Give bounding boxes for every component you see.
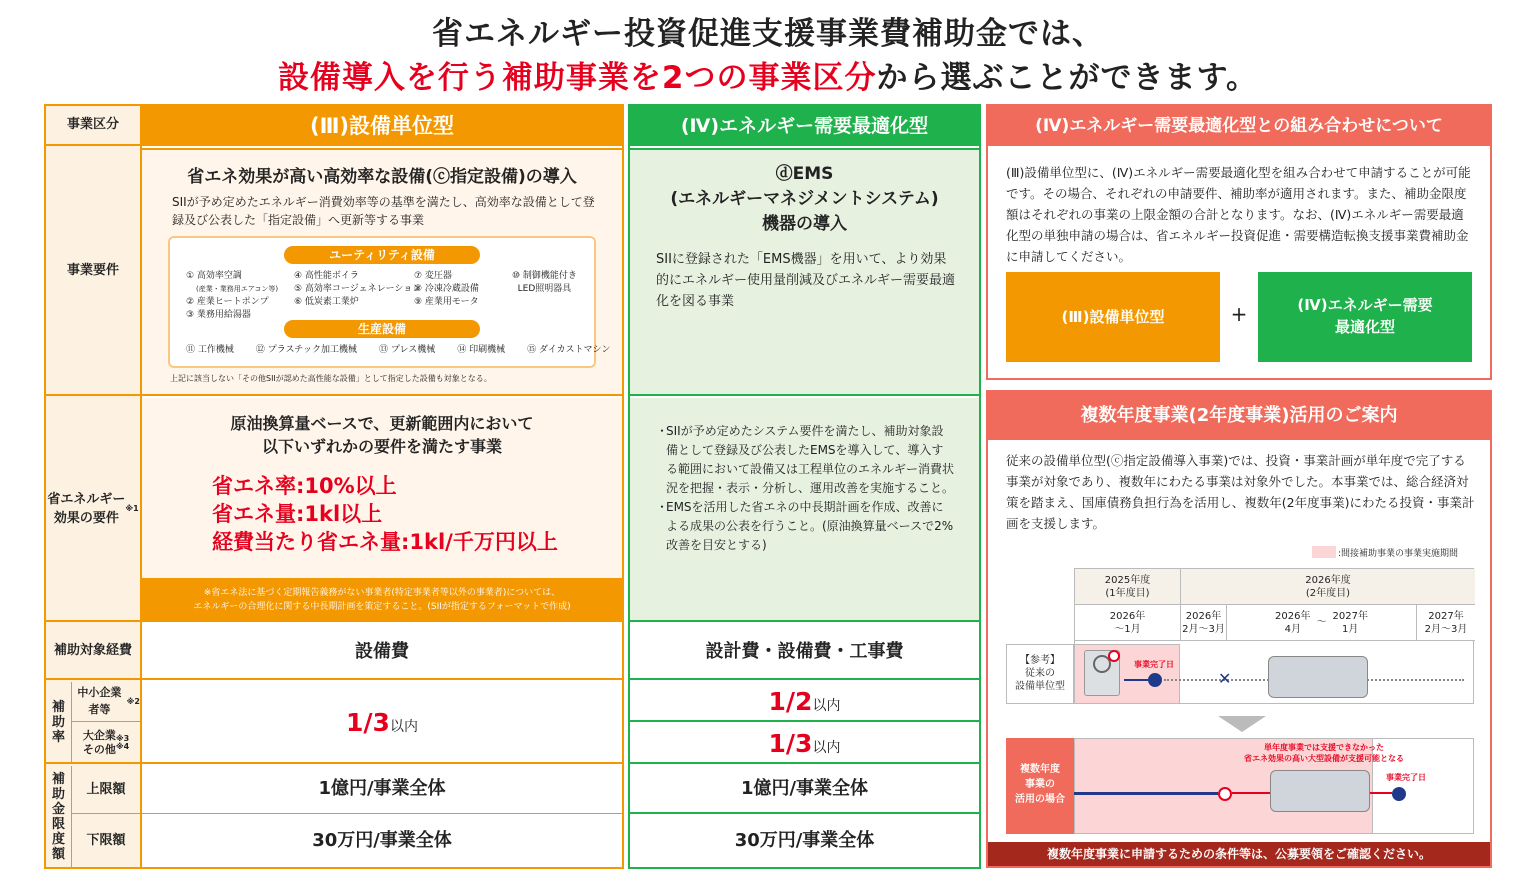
ref-line — [1124, 679, 1148, 681]
col4-req-text: SIIに登録された「EMS機器」を用いて、より効果的にエネルギー使用量削減及びエネルギー需要最適化を図る事業 — [656, 252, 956, 309]
start-marker — [1108, 650, 1120, 662]
done-label: 事業完了日 — [1134, 660, 1174, 669]
col4-effect-item: ・ EMSを活用した省エネの中長期計画を作成、改善による成果の公表を行うこと。(原油換算量ベースで2%改善を目安とする) — [656, 500, 954, 552]
header-line1: 省エネルギー投資促進支援事業費補助金では、 — [432, 16, 1104, 52]
effect-item: 経費当たり省エネ量:1kl/千万円以上 — [212, 530, 558, 554]
col4-effect — [630, 398, 979, 622]
combo-text: (Ⅲ)設備単位型に、(Ⅳ)エネルギー需要最適化型を組み合わせて申請することが可能です。その場合、それぞれの申請要件、補助率が適用されます。また、補助金限度額はそれぞれの事業の上限金額の合計となります。なお、(Ⅳ)エネルギー需要最適化型の単独申請の場合は、省エネルギー投資促進・需要構造転換支援事業費補助金に申請してください。 — [1006, 165, 1471, 264]
utility-item: (産業・業務用エアコン等) — [196, 285, 279, 293]
combo-panel — [986, 104, 1492, 380]
utility-col2 — [294, 270, 421, 309]
plus-icon: + — [1230, 302, 1248, 326]
col4-effect-item: ・ SIIが予め定めたシステム要件を満たし、補助対象設備として登録及び公表したEMSを導入して、導入する範囲において設備又は工程単位のエネルギー消費状況を把握・表示・分析し、運用改善を実施すること。 — [656, 424, 955, 495]
multi-done-label: 事業完了日 — [1386, 773, 1426, 782]
production-item: ⑮ ダイカストマシン — [527, 345, 611, 355]
col4-rate-large-value: 1/3 — [768, 729, 813, 758]
period: 2026年 4月 — [1275, 610, 1311, 635]
production-item: ⑫ プラスチック加工機械 — [255, 345, 358, 355]
col4-title: (Ⅳ)エネルギー需要最適化型 — [630, 106, 979, 146]
label-expenses: 補助対象経費 — [46, 624, 140, 680]
label-requirements: 事業要件 — [46, 148, 140, 396]
col4-lower: 30万円/事業全体 — [734, 830, 875, 851]
col3-rate-suffix: 以内 — [389, 719, 418, 735]
fy1-header: 2025年度 (1年度目) — [1075, 569, 1181, 605]
combo-box-col3: (Ⅲ)設備単位型 — [1006, 272, 1220, 362]
col4-rate-suffix: 以内 — [812, 698, 841, 714]
utility-col1 — [186, 270, 278, 322]
col4-rate-large — [630, 724, 979, 764]
col3-req-text: SIIが予め定めたエネルギー消費効率等の基準を満たし、高効率な設備として登録及び公表した「指定設備」へ更新等する事業 — [172, 195, 595, 227]
effect-item: 省エネ量:1kl以上 — [212, 502, 383, 526]
period: 2027年 1月 — [1332, 610, 1368, 635]
col3-expenses: 設備費 — [142, 624, 622, 680]
col3-req-note: 上記に該当しない「その他SIIが認めた高性能な設備」として指定した設備も対象となる。 — [170, 374, 492, 383]
utility-col4 — [512, 270, 577, 296]
effect-item: 省エネ率:10%以上 — [212, 474, 397, 498]
utility-item: ④ 高性能ボイラ — [294, 271, 359, 281]
label-large — [72, 723, 140, 764]
label-large-note: ※3 ※4 — [115, 733, 130, 751]
col4-rate-suffix: 以内 — [812, 740, 841, 756]
col4-upper: 1億円/事業全体 — [630, 766, 979, 814]
utility-item: ② 産業ヒートポンプ — [186, 297, 269, 307]
row-ref-label: 【参考】 従来の 設備単位型 — [1006, 644, 1074, 704]
label-sme-note: ※2 — [126, 696, 140, 706]
col3-title: (Ⅲ)設備単位型 — [142, 106, 622, 146]
period: 2026年 2月～3月 — [1181, 605, 1227, 641]
large-equipment-icon — [1268, 656, 1368, 698]
label-effect-text: 省エネルギー 効果の要件 — [47, 491, 126, 526]
col4-requirements — [630, 148, 979, 396]
label-effect — [46, 398, 140, 622]
done-marker — [1148, 673, 1162, 687]
utility-col3 — [414, 270, 479, 309]
col4-req-heading: ⓓEMS (エネルギーマネジメントシステム) 機器の導入 — [670, 164, 939, 234]
combo-box-col4: (Ⅳ)エネルギー需要 最適化型 — [1258, 272, 1472, 362]
col3-lower: 30万円/事業全体 — [312, 830, 452, 851]
production-item: ⑭ 印刷機械 — [457, 345, 506, 355]
multi-line-blue — [1074, 792, 1218, 795]
header-line2 — [0, 52, 1536, 97]
equipment-panel — [168, 236, 611, 368]
col3-effect-heading: 原油換算量ベースで、更新範囲内において 以下いずれかの要件を満たす事業 — [230, 414, 534, 456]
utility-item: ⑨ 産業用モータ — [414, 297, 479, 307]
multi-footer: 複数年度事業に申請するための条件等は、公募要領をご確認ください。 — [988, 842, 1490, 866]
combo-title: (Ⅳ)エネルギー需要最適化型との組み合わせについて — [988, 106, 1490, 146]
row-multi-label: 複数年度 事業の 活用の場合 — [1006, 738, 1074, 834]
col3-effect-note: ※省エネ法に基づく定期報告義務がない事業者(特定事業者等以外の事業者)については、 エネルギーの合理化に関する中長期計画を策定すること。(SIIが指定するフォーマットで作成) — [142, 578, 622, 622]
production-item: ⑬ プレス機械 — [379, 345, 436, 355]
utility-item: LED照明器具 — [517, 284, 572, 294]
period: 2027年 2月～3月 — [1417, 605, 1475, 641]
legend-swatch — [1312, 546, 1336, 558]
utility-item: ⑥ 低炭素工業炉 — [294, 297, 359, 307]
col4-rate-sme-value: 1/2 — [768, 687, 813, 716]
label-upper: 上限額 — [72, 766, 140, 814]
down-arrow-icon — [1218, 716, 1266, 732]
label-sme-text: 中小企業者等 — [77, 686, 122, 716]
production-item: ⑪ 工作機械 — [186, 345, 234, 355]
col3-effect — [142, 398, 622, 578]
col3-effect-items — [212, 472, 622, 556]
multi-start-marker — [1218, 787, 1232, 801]
col4-effect-text: EMSを活用した省エネの中長期計画を作成、改善による成果の公表を行うこと。(原油換算量ベースで2%改善を目安とする) — [666, 500, 954, 552]
period: 2026年 ～1月 — [1075, 605, 1181, 641]
label-limit: 補 助 金 限 度 額 — [46, 766, 72, 867]
callout: 単年度事業では支援できなかった 省エネ効果の高い大型設備が支援可能となる — [1244, 743, 1404, 763]
label-sme — [72, 682, 140, 722]
multi-title: 複数年度事業(2年度事業)活用のご案内 — [988, 392, 1490, 440]
utility-item: ③ 業務用給湯器 — [186, 310, 251, 320]
label-category: 事業区分 — [46, 106, 140, 146]
period: ～ — [1316, 617, 1327, 628]
label-large-text: 大企業 その他 — [82, 728, 116, 756]
col3-rate — [142, 682, 622, 764]
cross-icon: ✕ — [1218, 669, 1232, 688]
fy2-header: 2026年度 (2年度目) — [1181, 569, 1475, 605]
utility-item: ⑩ 制御機能付き — [512, 271, 577, 281]
utility-label: ユーティリティ設備 — [284, 246, 480, 264]
legend-label: :間接補助事業の事業実施期間 — [1338, 549, 1459, 559]
col4-rate-sme — [630, 682, 979, 722]
utility-item: ⑧ 冷凍冷蔵設備 — [414, 284, 479, 294]
header-highlight: 設備導入を行う補助事業を2つの事業区分 — [277, 60, 877, 96]
col4-expenses: 設計費・設備費・工事費 — [630, 624, 979, 680]
multi-done-marker — [1392, 787, 1406, 801]
col3-req-heading: 省エネ効果が高い高効率な設備(ⓒ指定設備)の導入 — [187, 167, 577, 187]
header-rest: から選ぶことができます。 — [876, 60, 1259, 96]
col4-effect-text: SIIが予め定めたシステム要件を満たし、補助対象設備として登録及び公表したEMSを導入して、導入する範囲において設備又は工程単位のエネルギー消費状況を把握・表示・分析し、運用改善を実施すること。 — [666, 424, 955, 495]
production-items — [186, 344, 610, 357]
utility-item: ⑤ 高効率コージェネレーション — [294, 284, 422, 294]
col3-rate-value: 1/3 — [346, 708, 390, 737]
multi-panel — [986, 390, 1492, 868]
label-lower: 下限額 — [72, 815, 140, 867]
period-range — [1227, 605, 1417, 641]
col3-upper: 1億円/事業全体 — [142, 766, 622, 814]
label-rate: 補 助 率 — [46, 682, 72, 764]
production-label: 生産設備 — [284, 320, 480, 338]
label-effect-note: ※1 — [125, 504, 139, 513]
multi-text: 従来の設備単位型(ⓒ指定設備導入事業)では、投資・事業計画が単年度で完了する事業が対象であり、複数年にわたる事業は対象外でした。本事業では、総合経済対策を踏まえ、国庫債務負担行為を活用し、複数年(2年度事業)にわたる投資・事業計画を支援します。 — [1006, 453, 1475, 531]
utility-item: ⑦ 変圧器 — [414, 271, 452, 281]
utility-item: ① 高効率空調 — [186, 271, 242, 281]
large-equipment-icon — [1270, 770, 1370, 812]
